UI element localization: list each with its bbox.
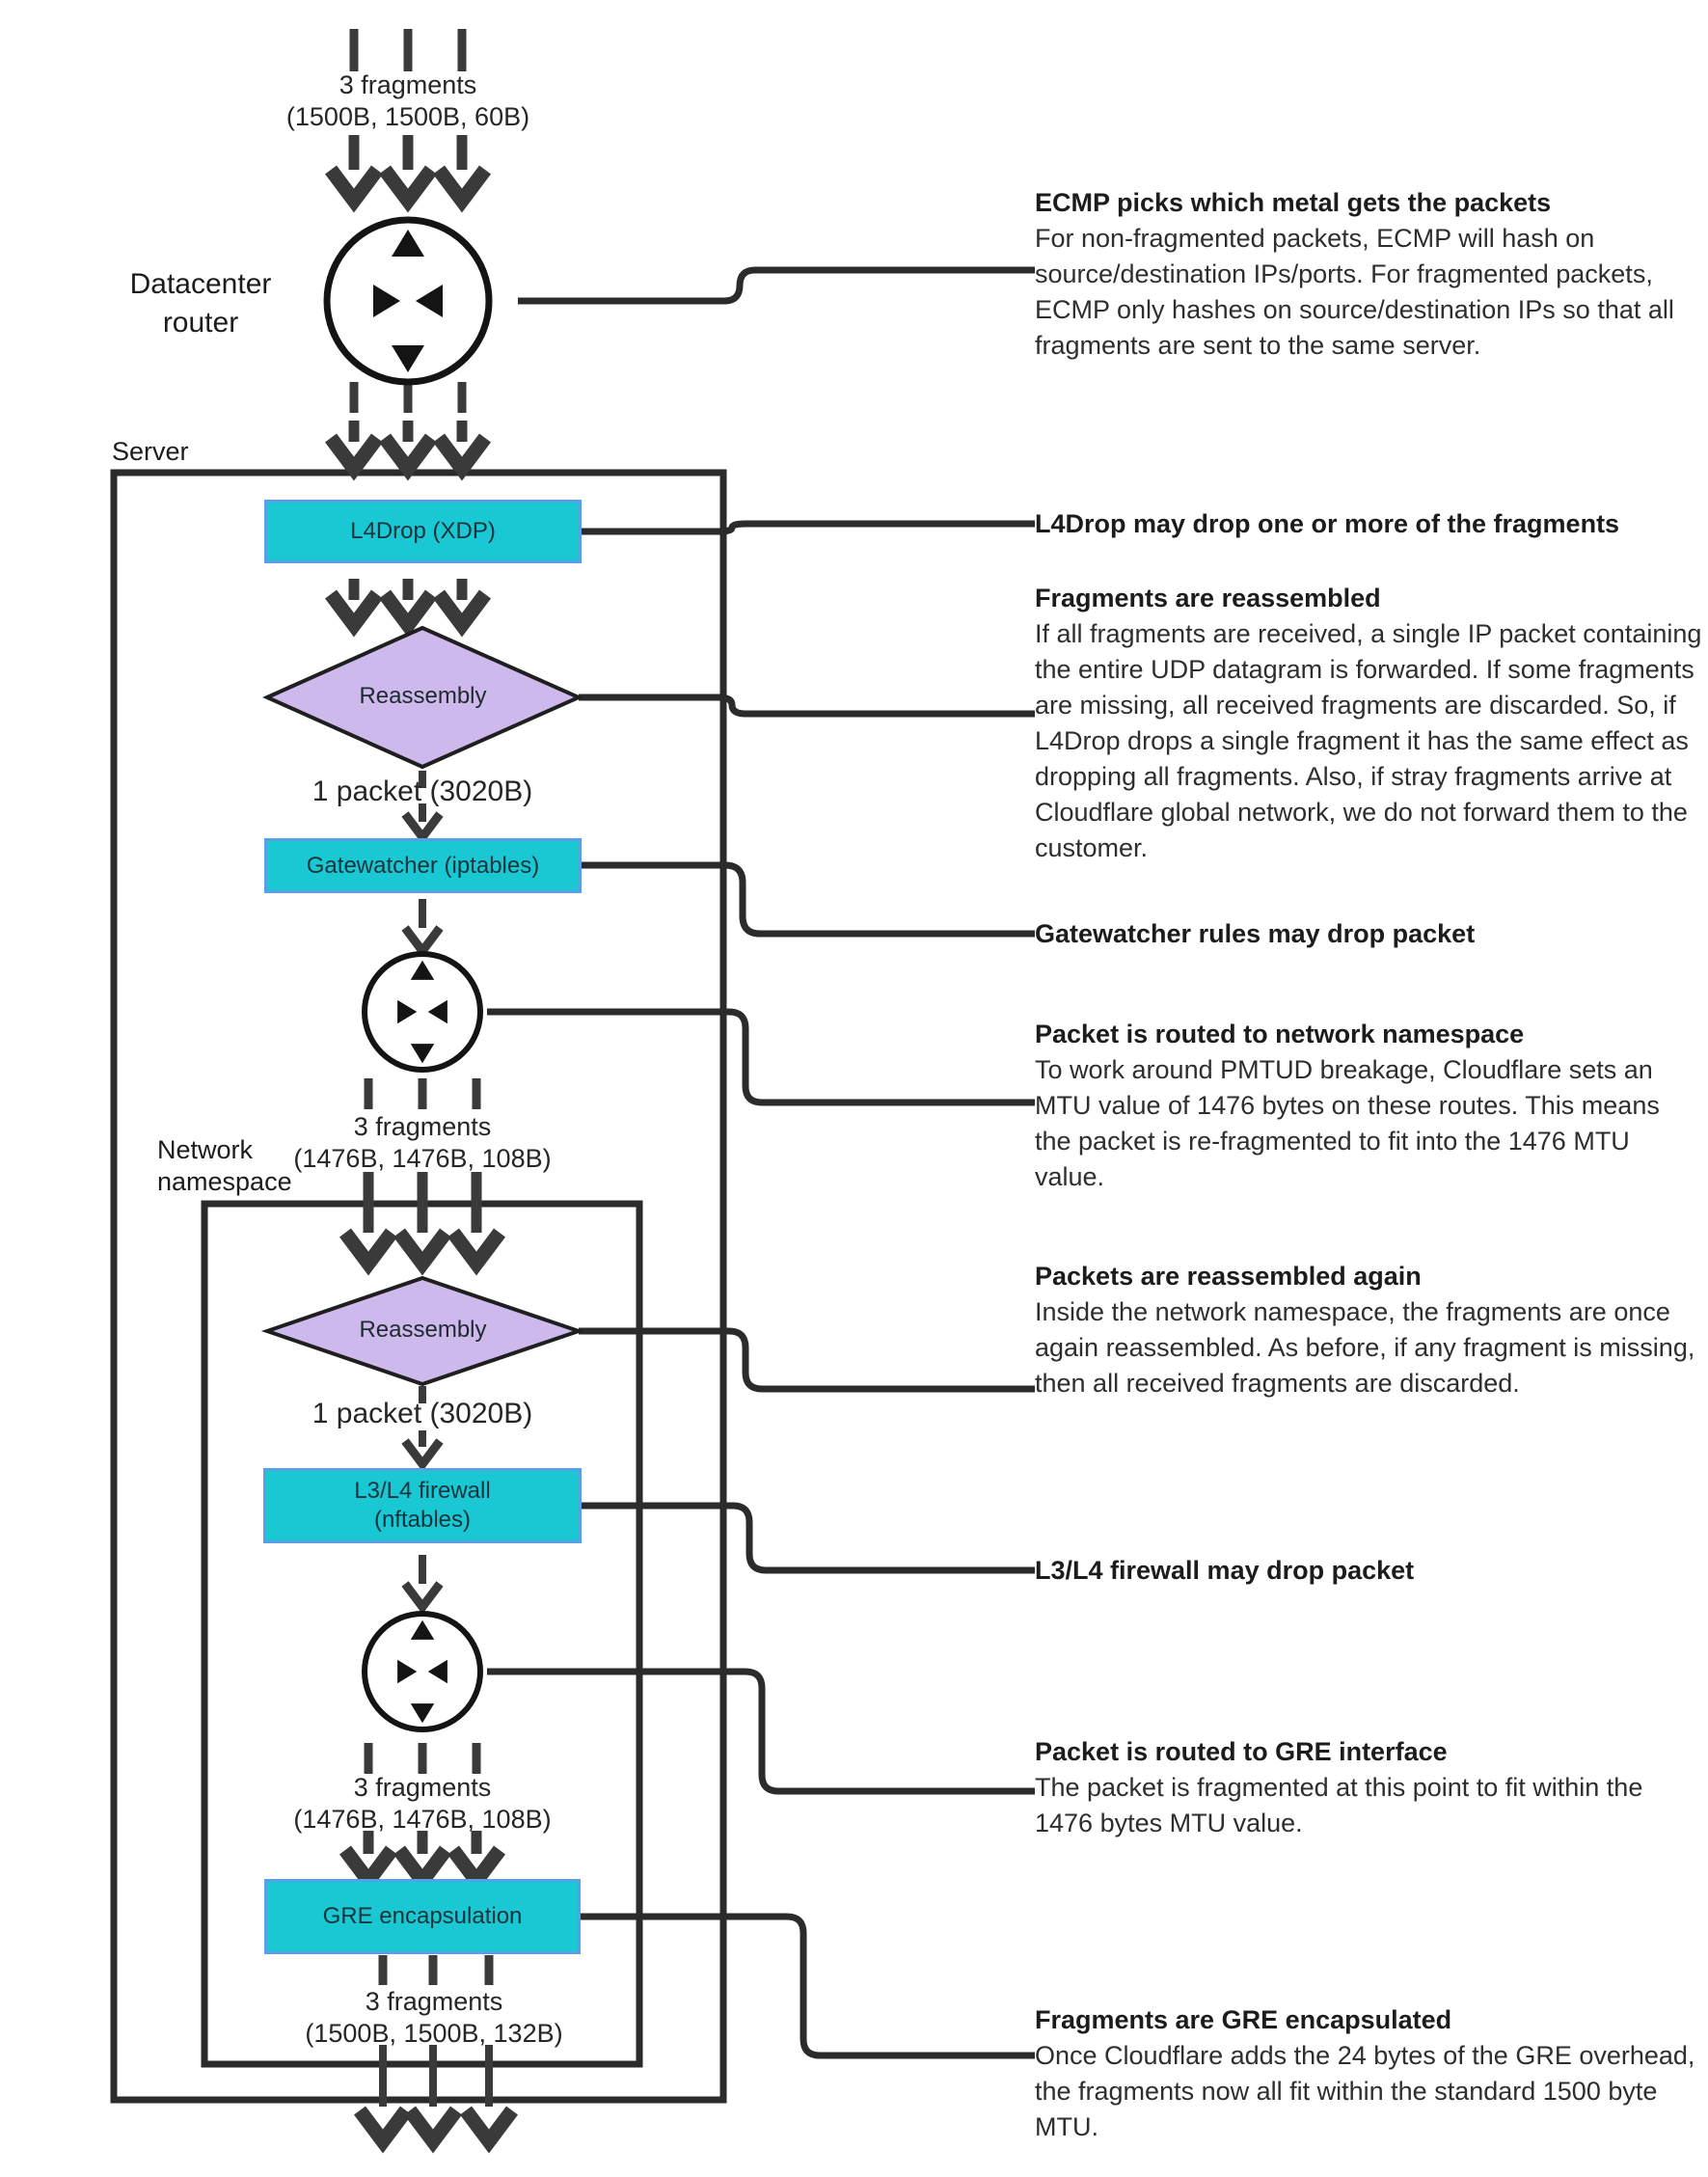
fragment-dashes-below-router-2 xyxy=(368,1078,476,1109)
packet-arrow-into-router-3 xyxy=(405,1555,440,1607)
annotation-gre-encapsulated-title: Fragments are GRE encapsulated xyxy=(1035,2005,1452,2034)
connector-route-namespace xyxy=(487,1012,1035,1102)
datacenter-router-label: Datacenter router xyxy=(129,268,272,339)
annotation-routed-namespace-body: To work around PMTUD breakage, Cloudflare sets an MTU value of 1476 bytes on these routes. This means the packet is re-fragmented to fit into the 1476 MTU value. xyxy=(1035,1055,1660,1191)
reassembly-1-label: Reassembly xyxy=(359,683,487,709)
fragments-1476-line1: 3 fragments xyxy=(353,1112,492,1141)
annotation-gatewatcher-title: Gatewatcher rules may drop packet xyxy=(1035,919,1476,948)
fragment-arrows-into-gre xyxy=(345,1831,500,1881)
annotation-reassembled xyxy=(1035,581,1702,866)
fragments-caption-gre xyxy=(230,1772,615,1836)
annotation-gre-interface-title: Packet is routed to GRE interface xyxy=(1035,1737,1448,1766)
annotation-reassembled-again xyxy=(1035,1259,1702,1401)
annotation-reassembled-again-title: Packets are reassembled again xyxy=(1035,1262,1422,1291)
fragment-arrows-into-router xyxy=(331,135,485,201)
router-icon-namespace xyxy=(365,1614,480,1729)
top-fragments-caption xyxy=(215,69,601,133)
network-namespace-label: Network namespace xyxy=(157,1135,292,1196)
connector-gre-encap xyxy=(581,1917,1035,2055)
router-icon-server xyxy=(365,954,480,1070)
connector-ecmp xyxy=(518,270,1035,301)
bottom-fragments-line1: 3 fragments xyxy=(365,1987,503,2016)
fragments-1476b-line1: 3 fragments xyxy=(353,1773,492,1802)
annotation-firewall xyxy=(1035,1553,1702,1589)
fragment-arrows-into-server xyxy=(331,382,485,469)
annotation-l4drop xyxy=(1035,506,1702,542)
gre-node xyxy=(264,1879,581,1954)
fragments-1476b-line2: (1476B, 1476B, 108B) xyxy=(293,1805,552,1834)
fragment-dashes-below-router-3 xyxy=(368,1743,476,1774)
fragment-arrows-into-namespace xyxy=(345,1172,500,1264)
annotation-reassembled-title: Fragments are reassembled xyxy=(1035,584,1381,612)
annotation-reassembled-body: If all fragments are received, a single IP packet containing the entire UDP datagram is forwarded. If some fragments are missing, all received fragments are discarded. So, if L4Drop drops a single fragment it has the same effect as dropping all fragments. Also, if stray fragments arrive at Cloudflare global network, we do not forward them to the customer. xyxy=(1035,619,1702,862)
fragment-arrows-into-reassembly-1 xyxy=(331,579,485,625)
firewall-node xyxy=(263,1468,582,1543)
packet-caption-2: 1 packet (3020B) xyxy=(312,1398,533,1429)
connector-firewall xyxy=(582,1506,1035,1570)
fragment-dashes-top xyxy=(354,29,462,71)
annotation-routed-namespace-title: Packet is routed to network namespace xyxy=(1035,1020,1525,1048)
top-fragments-line2: (1500B, 1500B, 60B) xyxy=(285,102,530,131)
annotation-l4drop-title: L4Drop may drop one or more of the fragments xyxy=(1035,509,1620,538)
annotation-ecmp-title: ECMP picks which metal gets the packets xyxy=(1035,188,1552,217)
annotation-reassembled-again-body: Inside the network namespace, the fragments are once again reassembled. As before, if any fragment is missing, then all received fragments are discarded. xyxy=(1035,1297,1695,1398)
annotation-gre-encapsulated xyxy=(1035,2002,1702,2145)
server-box-label: Server xyxy=(112,437,189,466)
l4drop-label: L4Drop (XDP) xyxy=(350,518,496,544)
annotation-gre-interface xyxy=(1035,1734,1702,1841)
gatewatcher-label: Gatewatcher (iptables) xyxy=(306,852,540,879)
packet-caption-1: 1 packet (3020B) xyxy=(312,776,533,807)
connector-reassembly-2 xyxy=(579,1331,1035,1389)
bottom-fragments-line2: (1500B, 1500B, 132B) xyxy=(305,2019,563,2048)
gatewatcher-node xyxy=(264,838,582,893)
connector-gatewatcher xyxy=(582,865,1035,934)
top-fragments-line1: 3 fragments xyxy=(339,70,477,99)
annotation-gatewatcher xyxy=(1035,916,1702,952)
connector-reassembly-1 xyxy=(579,697,1035,714)
l4drop-node xyxy=(264,500,582,563)
annotation-gre-interface-body: The packet is fragmented at this point to fit within the 1476 bytes MTU value. xyxy=(1035,1773,1643,1837)
connector-l4drop xyxy=(582,524,1035,531)
reassembly-2-label: Reassembly xyxy=(359,1317,487,1343)
bottom-fragments-caption xyxy=(241,1986,627,2050)
fragments-1476-line2: (1476B, 1476B, 108B) xyxy=(293,1144,552,1173)
firewall-label-line1: L3/L4 firewall xyxy=(354,1478,491,1504)
annotation-routed-namespace xyxy=(1035,1017,1702,1195)
annotation-firewall-title: L3/L4 firewall may drop packet xyxy=(1035,1556,1415,1585)
annotation-gre-encapsulated-body: Once Cloudflare adds the 24 bytes of the GRE overhead, the fragments now all fit within the standard 1500 byte MTU. xyxy=(1035,2041,1695,2141)
annotation-ecmp xyxy=(1035,185,1702,364)
annotation-ecmp-body: For non-fragmented packets, ECMP will hash on source/destination IPs/ports. For fragmented packets, ECMP only hashes on source/destination IPs so that all fragments are sent to the same server. xyxy=(1035,224,1674,360)
packet-arrow-into-router-2 xyxy=(405,899,440,951)
router-icon-datacenter xyxy=(327,220,489,382)
gre-label: GRE encapsulation xyxy=(322,1903,523,1929)
firewall-label-line2: (nftables) xyxy=(373,1507,472,1533)
